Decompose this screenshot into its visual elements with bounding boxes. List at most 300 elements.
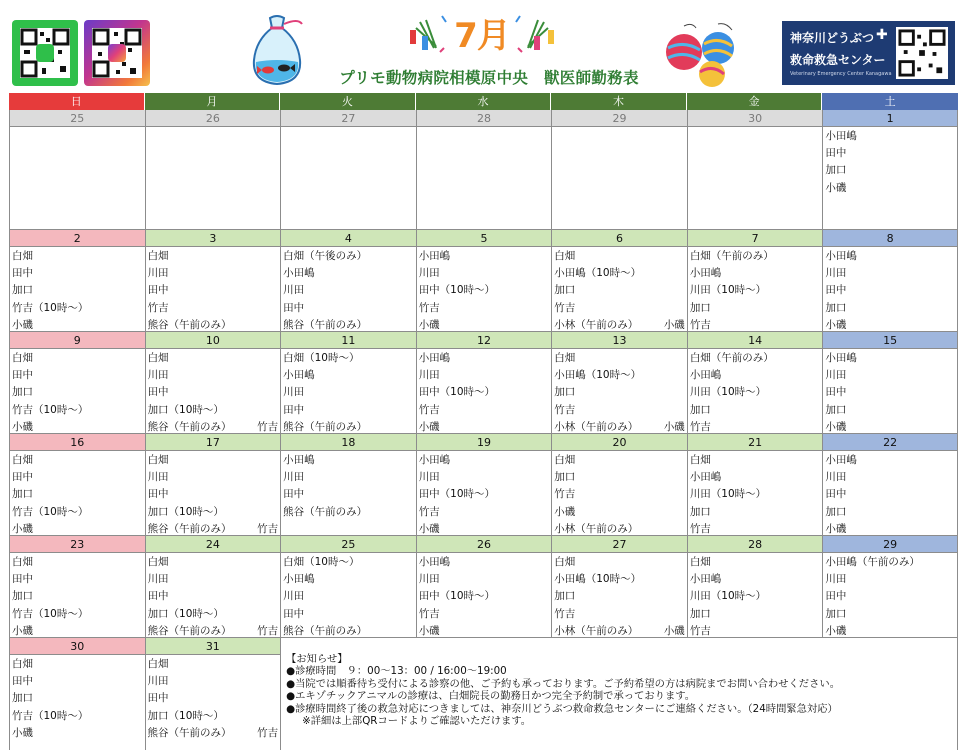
vet-name: 加口（10時～） (147, 709, 224, 722)
vet-name: 竹吉 (257, 726, 279, 739)
vet-name: 白畑 (554, 352, 576, 364)
calendar-week (9, 332, 958, 434)
vet-name: 小林（午前のみ） (554, 420, 639, 433)
staff-list (146, 451, 281, 538)
vet-name: 竹吉 (554, 607, 576, 620)
vet-name: 小田嶋（10時～） (554, 267, 642, 280)
staff-entry (148, 690, 281, 707)
day-number: 25 (281, 536, 416, 553)
day-cell (9, 638, 145, 750)
staff-entry (148, 367, 281, 384)
vet-name: 小磯 (663, 420, 685, 433)
vet-name: 白畑 (554, 556, 576, 568)
staff-entry (690, 571, 823, 588)
staff-list (10, 127, 145, 128)
vet-name: 小磯 (825, 318, 847, 331)
vet-name: 田中 (12, 369, 33, 382)
staff-list (552, 349, 687, 436)
vet-name: 小田嶋（10時～） (554, 573, 642, 586)
day-number: 2 (10, 230, 145, 247)
vet-name: 小磯 (418, 624, 440, 637)
vet-name: 小田嶋 (283, 573, 315, 586)
vet-name: 竹吉 (554, 301, 576, 314)
vet-name: 小磯 (12, 318, 33, 331)
staff-entry (554, 588, 687, 605)
staff-list (10, 247, 145, 334)
staff-entry (825, 384, 957, 401)
day-number: 29 (552, 110, 687, 127)
staff-entry (554, 452, 687, 469)
vet-name: 川田 (418, 471, 440, 484)
dow-sunday: 日 (9, 93, 145, 110)
yoyo-balloons-icon (662, 22, 742, 88)
center-qr-icon (896, 27, 948, 79)
vet-name: 白畑 (12, 250, 33, 262)
day-number: 30 (688, 110, 823, 127)
vet-name: 田中 (12, 573, 33, 586)
staff-entry (825, 402, 957, 419)
vet-name: 田中 (825, 590, 847, 603)
vet-name: 竹吉 (418, 607, 440, 620)
day-number: 25 (10, 110, 145, 127)
staff-list (552, 451, 687, 538)
vet-name: 小田嶋 (418, 352, 451, 364)
vet-name: 加口 (689, 505, 711, 518)
staff-list (281, 553, 416, 640)
staff-entry (283, 350, 416, 367)
staff-entry (690, 402, 823, 419)
vet-name: 川田 (825, 573, 847, 586)
staff-entry (419, 571, 552, 588)
dow-monday: 月 (145, 93, 281, 110)
vet-name: 加口 (825, 301, 847, 314)
staff-entry (554, 402, 687, 419)
staff-entry (12, 554, 145, 571)
day-number: 11 (281, 332, 416, 349)
vet-name: 加口 (12, 488, 33, 501)
day-number: 27 (552, 536, 687, 553)
day-cell (822, 434, 958, 536)
calendar-week (9, 230, 958, 332)
vet-name: 小田嶋（午前のみ） (825, 556, 920, 568)
vet-name: 竹吉 (689, 624, 711, 637)
vet-name: 白畑 (689, 556, 711, 568)
vet-name: 白畑 (12, 352, 33, 364)
vet-name: 熊谷（午前のみ） (283, 505, 368, 518)
vet-name: 川田 (825, 471, 847, 484)
vet-name: 川田 (418, 369, 440, 382)
vet-name: 白畑 (147, 352, 169, 364)
dow-wednesday: 水 (416, 93, 552, 110)
vet-name: 川田（10時～） (689, 590, 767, 603)
vet-name: 田中 (283, 301, 305, 314)
staff-entry (825, 282, 957, 299)
day-cell (416, 434, 552, 536)
vet-name: 竹吉 (418, 301, 440, 314)
staff-entry (554, 367, 687, 384)
vet-name: 加口 (825, 164, 847, 177)
staff-entry (419, 504, 552, 521)
staff-entry (12, 486, 145, 503)
staff-entry (283, 384, 416, 401)
day-number: 20 (552, 434, 687, 451)
day-number: 19 (417, 434, 552, 451)
staff-list (146, 127, 281, 128)
day-number: 21 (688, 434, 823, 451)
staff-entry (148, 656, 281, 673)
staff-list (688, 127, 823, 128)
day-cell (280, 110, 416, 230)
vet-name: 小磯 (825, 420, 847, 433)
vet-name: 小田嶋 (418, 454, 451, 466)
vet-name: 加口 (825, 505, 847, 518)
vet-name: 川田 (283, 590, 305, 603)
staff-entry (554, 469, 687, 486)
vet-name: 川田 (283, 386, 305, 399)
calendar-weeks (9, 110, 958, 750)
vet-name: 加口（10時～） (147, 403, 224, 416)
staff-entry (554, 504, 687, 521)
staff-entry (12, 656, 145, 673)
staff-list (417, 451, 552, 538)
vet-name: 竹吉 (257, 420, 279, 433)
day-cell (687, 332, 823, 434)
notice-qr-note: ※詳細は上部QRコードよりご確認いただけます。 (302, 715, 532, 728)
staff-list (823, 127, 957, 197)
staff-list (417, 127, 552, 128)
staff-list (281, 247, 416, 334)
vet-name: 田中 (12, 471, 33, 484)
staff-list (281, 349, 416, 436)
day-number: 12 (417, 332, 552, 349)
vet-name: 白畑 (12, 454, 33, 466)
vet-name: 熊谷（午前のみ） (283, 420, 368, 433)
vet-name: 田中 (147, 590, 169, 603)
day-cell (145, 332, 281, 434)
vet-name: 白畑（10時～） (283, 352, 360, 364)
calendar-week (9, 110, 958, 230)
vet-name: 小磯 (12, 420, 33, 433)
page-title: プリモ動物病院相模原中央 獣医師勤務表 (339, 69, 639, 87)
staff-list (688, 451, 823, 538)
instagram-qr-code[interactable] (84, 20, 150, 86)
vet-name: 小磯 (554, 505, 576, 518)
staff-entry (148, 571, 281, 588)
vet-name: 田中 (283, 488, 305, 501)
vet-name: 白畑 (147, 454, 169, 466)
vet-name: 熊谷（午前のみ） (147, 420, 232, 433)
vet-name: 田中 (283, 403, 305, 416)
vet-name: 田中 (825, 284, 847, 297)
day-cell (280, 536, 416, 638)
vet-name: 小田嶋 (689, 369, 722, 382)
vet-name: 川田 (418, 267, 440, 280)
staff-entry (419, 606, 552, 623)
staff-entry (825, 452, 957, 469)
staff-entry (283, 248, 416, 265)
day-cell (145, 110, 281, 230)
vet-name: 小田嶋 (825, 352, 857, 364)
staff-entry (12, 384, 145, 401)
vet-name: 小磯 (825, 181, 847, 194)
vet-name: 加口 (689, 403, 711, 416)
vet-name: 白畑 (554, 250, 576, 262)
vet-name: 竹吉 (257, 624, 279, 637)
vet-name: 小田嶋 (689, 573, 722, 586)
day-cell (280, 332, 416, 434)
staff-entry (825, 300, 957, 317)
vet-name: 加口 (12, 386, 33, 399)
vet-name: 竹吉 (554, 403, 576, 416)
vet-name: 加口 (12, 590, 33, 603)
staff-entry (12, 452, 145, 469)
vet-name: 白畑 (12, 658, 33, 670)
day-number: 23 (10, 536, 145, 553)
staff-entry (283, 588, 416, 605)
day-cell (9, 110, 145, 230)
dow-thursday: 木 (551, 93, 687, 110)
staff-entry (825, 367, 957, 384)
staff-entry (419, 452, 552, 469)
vet-name: 小磯 (663, 624, 685, 637)
staff-entry (148, 384, 281, 401)
staff-entry (12, 282, 145, 299)
day-number: 10 (146, 332, 281, 349)
vet-name: 田中 (147, 692, 169, 705)
vet-name: 加口 (825, 403, 847, 416)
staff-entry (148, 350, 281, 367)
staff-entry (825, 504, 957, 521)
staff-entry (825, 588, 957, 605)
vet-name: 加口（10時～） (147, 607, 224, 620)
staff-entry (148, 300, 281, 317)
vet-name: 小田嶋 (689, 267, 722, 280)
dow-tuesday: 火 (280, 93, 416, 110)
day-cell (145, 638, 281, 750)
staff-entry (283, 300, 416, 317)
vet-name: 熊谷（午前のみ） (147, 318, 232, 331)
day-cell (145, 230, 281, 332)
notice-line: ●エキゾチックアニマルの診療は、白畑院長の勤務日かつ完全予約制で承っております。 (286, 690, 696, 703)
staff-entry (554, 248, 687, 265)
day-cell (822, 536, 958, 638)
day-cell (280, 230, 416, 332)
vet-name: 加口 (689, 301, 711, 314)
vet-name: 竹吉（10時～） (12, 505, 89, 518)
vet-name: 小磯 (418, 318, 440, 331)
vet-name: 小磯 (418, 522, 440, 535)
vet-name: 白畑 (689, 454, 711, 466)
day-cell (145, 434, 281, 536)
staff-entry (825, 265, 957, 282)
vet-name: 小林（午前のみ） (554, 522, 639, 535)
staff-entry (419, 282, 552, 299)
vet-name: 川田 (147, 369, 169, 382)
staff-entry (12, 606, 145, 623)
staff-entry (148, 282, 281, 299)
staff-entry (419, 350, 552, 367)
staff-entry (825, 162, 957, 179)
vet-name: 小磯 (825, 624, 847, 637)
vet-name: 白畑（10時～） (283, 556, 360, 568)
staff-entry (283, 282, 416, 299)
staff-entry (554, 486, 687, 503)
vet-name: 小田嶋 (283, 454, 315, 466)
vet-name: 竹吉（10時～） (12, 403, 89, 416)
vet-name: 白畑 (554, 454, 576, 466)
calendar-week (9, 536, 958, 638)
staff-entry (12, 265, 145, 282)
staff-list (417, 247, 552, 334)
day-number: 9 (10, 332, 145, 349)
notice-line: ●診療時間終了後の救急対応につきましては、神奈川どうぶつ救命救急センターにご連絡ください。（24時間緊急対応） (286, 702, 838, 715)
day-cell (416, 230, 552, 332)
vet-name: 小田嶋 (825, 130, 857, 142)
staff-entry (148, 673, 281, 690)
staff-entry (690, 350, 823, 367)
staff-list (146, 655, 281, 742)
day-number: 8 (823, 230, 957, 247)
vet-name: 竹吉（10時～） (12, 709, 89, 722)
emergency-center-banner[interactable] (782, 21, 955, 85)
staff-entry (825, 350, 957, 367)
day-cell (822, 110, 958, 230)
staff-entry (148, 588, 281, 605)
calendar-week (9, 638, 958, 750)
vet-name: 加口 (825, 607, 847, 620)
staff-list (823, 553, 957, 640)
staff-entry (12, 690, 145, 707)
staff-entry (690, 265, 823, 282)
vet-name: 川田 (147, 471, 169, 484)
day-number: 4 (281, 230, 416, 247)
staff-list (552, 127, 687, 128)
medical-cross-icon: ✚ (876, 27, 888, 43)
vet-name: 小田嶋 (689, 471, 722, 484)
vet-name: 小林（午前のみ） (554, 624, 639, 637)
calendar-week (9, 434, 958, 536)
day-number: 24 (146, 536, 281, 553)
vet-name: 竹吉 (257, 522, 279, 535)
vet-name: 小磯 (418, 420, 440, 433)
dow-saturday: 土 (822, 93, 958, 110)
staff-entry (554, 571, 687, 588)
staff-entry (690, 248, 823, 265)
day-number: 29 (823, 536, 957, 553)
staff-entry (12, 248, 145, 265)
line-qr-code[interactable] (12, 20, 78, 86)
vet-name: 小田嶋 (418, 556, 451, 568)
vet-name: 加口（10時～） (147, 505, 224, 518)
vet-name: 加口 (12, 284, 33, 297)
staff-list (146, 247, 281, 334)
staff-entry (12, 725, 145, 742)
vet-name: 小田嶋 (825, 250, 857, 262)
vet-name: 白畑（午前のみ） (689, 250, 774, 262)
staff-entry (690, 554, 823, 571)
vet-name: 小磯 (825, 522, 847, 535)
staff-entry (12, 571, 145, 588)
vet-name: 田中 (147, 386, 169, 399)
staff-entry (283, 452, 416, 469)
staff-entry (554, 350, 687, 367)
staff-entry (12, 367, 145, 384)
day-number: 3 (146, 230, 281, 247)
vet-name: 川田 (418, 573, 440, 586)
staff-entry (148, 606, 281, 623)
vet-name: 田中 (147, 284, 169, 297)
staff-entry (554, 554, 687, 571)
vet-name: 田中 (283, 607, 305, 620)
staff-entry (419, 486, 552, 503)
center-name-line2: 救命救急センター (790, 53, 886, 67)
staff-list (10, 349, 145, 436)
staff-entry (690, 469, 823, 486)
header (0, 0, 976, 92)
line-logo-icon (36, 44, 54, 62)
vet-name: 白畑 (147, 556, 169, 568)
day-cell (551, 536, 687, 638)
staff-entry (419, 588, 552, 605)
day-cell (9, 536, 145, 638)
day-cell (551, 332, 687, 434)
vet-name: 田中（10時～） (418, 386, 496, 399)
notice-box (280, 638, 958, 750)
staff-list (281, 127, 416, 128)
day-of-week-header (9, 93, 958, 110)
staff-list (823, 247, 957, 334)
day-number: 18 (281, 434, 416, 451)
staff-entry (690, 588, 823, 605)
vet-name: 白畑（午後のみ） (283, 250, 368, 262)
vet-name: 川田（10時～） (689, 488, 767, 501)
staff-entry (12, 504, 145, 521)
staff-entry (148, 265, 281, 282)
vet-name: 田中 (825, 147, 847, 160)
vet-name: 田中 (12, 675, 33, 688)
day-cell (687, 110, 823, 230)
vet-name: 白畑 (147, 250, 169, 262)
vet-name: 白畑 (147, 658, 169, 670)
vet-name: 小田嶋 (418, 250, 451, 262)
vet-name: 小田嶋 (283, 369, 315, 382)
staff-entry (283, 623, 416, 640)
vet-name: 川田 (147, 267, 169, 280)
staff-list (552, 247, 687, 334)
staff-entry (690, 282, 823, 299)
vet-name: 川田 (283, 471, 305, 484)
staff-list (10, 655, 145, 742)
calendar (9, 93, 958, 750)
vet-name: 加口 (554, 386, 576, 399)
staff-entry (283, 571, 416, 588)
staff-entry (554, 623, 687, 640)
staff-entry (283, 402, 416, 419)
staff-entry (283, 367, 416, 384)
day-cell (416, 110, 552, 230)
staff-entry (12, 708, 145, 725)
staff-entry (690, 300, 823, 317)
vet-name: 川田 (825, 369, 847, 382)
vet-name: 加口 (554, 590, 576, 603)
staff-entry (148, 248, 281, 265)
vet-name: 川田（10時～） (689, 386, 767, 399)
staff-entry (283, 554, 416, 571)
staff-entry (825, 554, 957, 571)
staff-list (552, 553, 687, 640)
staff-entry (283, 265, 416, 282)
staff-entry (148, 452, 281, 469)
